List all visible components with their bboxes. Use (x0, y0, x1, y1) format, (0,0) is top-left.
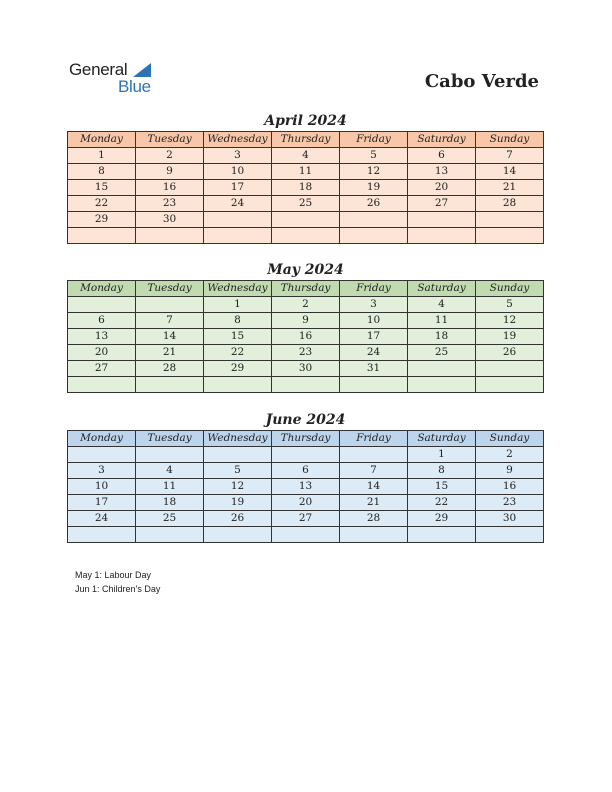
empty-cell (136, 377, 204, 393)
day-cell: 20 (272, 495, 340, 511)
day-cell: 22 (68, 196, 136, 212)
weekday-header: Monday (68, 132, 136, 148)
day-cell: 17 (340, 329, 408, 345)
weekday-header: Friday (340, 431, 408, 447)
weekday-header: Friday (340, 281, 408, 297)
empty-cell (476, 228, 544, 244)
day-cell: 20 (68, 345, 136, 361)
day-cell: 9 (136, 164, 204, 180)
week-row (68, 297, 544, 313)
week-row (68, 164, 544, 180)
day-cell: 3 (340, 297, 408, 313)
day-cell: 21 (136, 345, 204, 361)
weekday-header: Thursday (272, 132, 340, 148)
empty-cell (272, 377, 340, 393)
empty-cell (204, 228, 272, 244)
day-cell: 29 (408, 511, 476, 527)
weekday-header: Saturday (408, 431, 476, 447)
day-cell: 12 (204, 479, 272, 495)
day-cell: 8 (408, 463, 476, 479)
weekday-header: Monday (68, 431, 136, 447)
weekday-header: Saturday (408, 281, 476, 297)
day-cell: 21 (476, 180, 544, 196)
week-row (68, 329, 544, 345)
week-row (68, 228, 544, 244)
day-cell: 15 (408, 479, 476, 495)
day-cell: 27 (272, 511, 340, 527)
day-cell: 21 (340, 495, 408, 511)
day-cell: 8 (68, 164, 136, 180)
weekday-header: Sunday (476, 132, 544, 148)
weekday-header-row (68, 132, 544, 148)
day-cell: 15 (204, 329, 272, 345)
empty-cell (204, 447, 272, 463)
calendar-table (67, 131, 544, 244)
day-cell: 3 (68, 463, 136, 479)
weekday-header: Tuesday (136, 281, 204, 297)
week-row (68, 447, 544, 463)
empty-cell (204, 212, 272, 228)
day-cell: 25 (272, 196, 340, 212)
month-block-april (67, 111, 544, 244)
day-cell: 27 (408, 196, 476, 212)
month-title: May 2024 (267, 262, 344, 278)
day-cell: 6 (408, 148, 476, 164)
day-cell: 13 (408, 164, 476, 180)
day-cell: 6 (68, 313, 136, 329)
day-cell: 30 (272, 361, 340, 377)
day-cell: 29 (68, 212, 136, 228)
day-cell: 26 (340, 196, 408, 212)
week-row (68, 180, 544, 196)
day-cell: 5 (340, 148, 408, 164)
day-cell: 19 (340, 180, 408, 196)
month-title: June 2024 (265, 412, 346, 428)
weekday-header: Sunday (476, 281, 544, 297)
day-cell: 29 (204, 361, 272, 377)
day-cell: 24 (204, 196, 272, 212)
weekday-header: Tuesday (136, 132, 204, 148)
day-cell: 10 (340, 313, 408, 329)
weekday-header: Wednesday (204, 281, 272, 297)
weekday-header-row (68, 281, 544, 297)
day-cell: 30 (476, 511, 544, 527)
empty-cell (204, 527, 272, 543)
weekday-header: Saturday (408, 132, 476, 148)
empty-cell (68, 447, 136, 463)
day-cell: 5 (204, 463, 272, 479)
week-row (68, 495, 544, 511)
day-cell: 7 (476, 148, 544, 164)
week-row (68, 511, 544, 527)
empty-cell (272, 447, 340, 463)
empty-cell (68, 228, 136, 244)
day-cell: 30 (136, 212, 204, 228)
day-cell: 1 (68, 148, 136, 164)
brand-name-blue: Blue (118, 77, 151, 96)
day-cell: 1 (204, 297, 272, 313)
logo-triangle-icon (133, 63, 151, 77)
day-cell: 9 (476, 463, 544, 479)
weekday-header: Thursday (272, 281, 340, 297)
empty-cell (408, 377, 476, 393)
brand-name-general: General (69, 60, 128, 79)
week-row (68, 196, 544, 212)
day-cell: 13 (68, 329, 136, 345)
day-cell: 2 (272, 297, 340, 313)
day-cell: 28 (136, 361, 204, 377)
day-cell: 10 (68, 479, 136, 495)
day-cell: 7 (136, 313, 204, 329)
day-cell: 3 (204, 148, 272, 164)
day-cell: 28 (476, 196, 544, 212)
day-cell: 20 (408, 180, 476, 196)
empty-cell (476, 212, 544, 228)
day-cell: 31 (340, 361, 408, 377)
day-cell: 16 (136, 180, 204, 196)
empty-cell (136, 228, 204, 244)
day-cell: 18 (136, 495, 204, 511)
empty-cell (272, 527, 340, 543)
day-cell: 11 (136, 479, 204, 495)
empty-cell (340, 212, 408, 228)
day-cell: 5 (476, 297, 544, 313)
month-title: April 2024 (264, 113, 347, 129)
week-row (68, 345, 544, 361)
empty-cell (408, 527, 476, 543)
week-row (68, 313, 544, 329)
day-cell: 2 (136, 148, 204, 164)
day-cell: 19 (204, 495, 272, 511)
day-cell: 23 (136, 196, 204, 212)
day-cell: 12 (476, 313, 544, 329)
day-cell: 12 (340, 164, 408, 180)
day-cell: 17 (68, 495, 136, 511)
day-cell: 16 (272, 329, 340, 345)
month-block-june (67, 410, 544, 543)
weekday-header: Thursday (272, 431, 340, 447)
weekday-header: Friday (340, 132, 408, 148)
day-cell: 18 (272, 180, 340, 196)
day-cell: 18 (408, 329, 476, 345)
holiday-note: May 1: Labour Day (75, 570, 152, 580)
empty-cell (204, 377, 272, 393)
weekday-header: Wednesday (204, 132, 272, 148)
day-cell: 7 (340, 463, 408, 479)
empty-cell (340, 377, 408, 393)
day-cell: 6 (272, 463, 340, 479)
day-cell: 10 (204, 164, 272, 180)
empty-cell (476, 377, 544, 393)
empty-cell (68, 527, 136, 543)
day-cell: 15 (68, 180, 136, 196)
calendar-table (67, 430, 544, 543)
day-cell: 28 (340, 511, 408, 527)
day-cell: 17 (204, 180, 272, 196)
empty-cell (340, 527, 408, 543)
day-cell: 4 (136, 463, 204, 479)
empty-cell (476, 361, 544, 377)
holiday-note: Jun 1: Children’s Day (75, 584, 161, 594)
day-cell: 13 (272, 479, 340, 495)
empty-cell (408, 228, 476, 244)
day-cell: 8 (204, 313, 272, 329)
empty-cell (340, 447, 408, 463)
empty-cell (68, 377, 136, 393)
day-cell: 22 (204, 345, 272, 361)
empty-cell (272, 212, 340, 228)
day-cell: 23 (476, 495, 544, 511)
day-cell: 14 (340, 479, 408, 495)
day-cell: 22 (408, 495, 476, 511)
week-row (68, 361, 544, 377)
day-cell: 4 (272, 148, 340, 164)
week-row (68, 377, 544, 393)
day-cell: 24 (340, 345, 408, 361)
day-cell: 16 (476, 479, 544, 495)
day-cell: 1 (408, 447, 476, 463)
day-cell: 9 (272, 313, 340, 329)
weekday-header: Wednesday (204, 431, 272, 447)
empty-cell (408, 212, 476, 228)
empty-cell (136, 447, 204, 463)
month-block-may (67, 260, 544, 393)
day-cell: 4 (408, 297, 476, 313)
day-cell: 27 (68, 361, 136, 377)
day-cell: 26 (204, 511, 272, 527)
week-row (68, 212, 544, 228)
day-cell: 26 (476, 345, 544, 361)
day-cell: 19 (476, 329, 544, 345)
empty-cell (476, 527, 544, 543)
week-row (68, 148, 544, 164)
week-row (68, 479, 544, 495)
day-cell: 11 (408, 313, 476, 329)
empty-cell (272, 228, 340, 244)
weekday-header-row (68, 431, 544, 447)
empty-cell (340, 228, 408, 244)
day-cell: 2 (476, 447, 544, 463)
day-cell: 25 (408, 345, 476, 361)
empty-cell (136, 527, 204, 543)
weekday-header: Monday (68, 281, 136, 297)
day-cell: 14 (136, 329, 204, 345)
week-row (68, 463, 544, 479)
empty-cell (136, 297, 204, 313)
country-title: Cabo Verde (424, 71, 539, 92)
day-cell: 11 (272, 164, 340, 180)
day-cell: 25 (136, 511, 204, 527)
week-row (68, 527, 544, 543)
weekday-header: Tuesday (136, 431, 204, 447)
empty-cell (408, 361, 476, 377)
day-cell: 23 (272, 345, 340, 361)
empty-cell (68, 297, 136, 313)
holiday-notes (75, 568, 160, 596)
day-cell: 14 (476, 164, 544, 180)
weekday-header: Sunday (476, 431, 544, 447)
calendar-table (67, 280, 544, 393)
brand-logo (69, 60, 159, 96)
day-cell: 24 (68, 511, 136, 527)
